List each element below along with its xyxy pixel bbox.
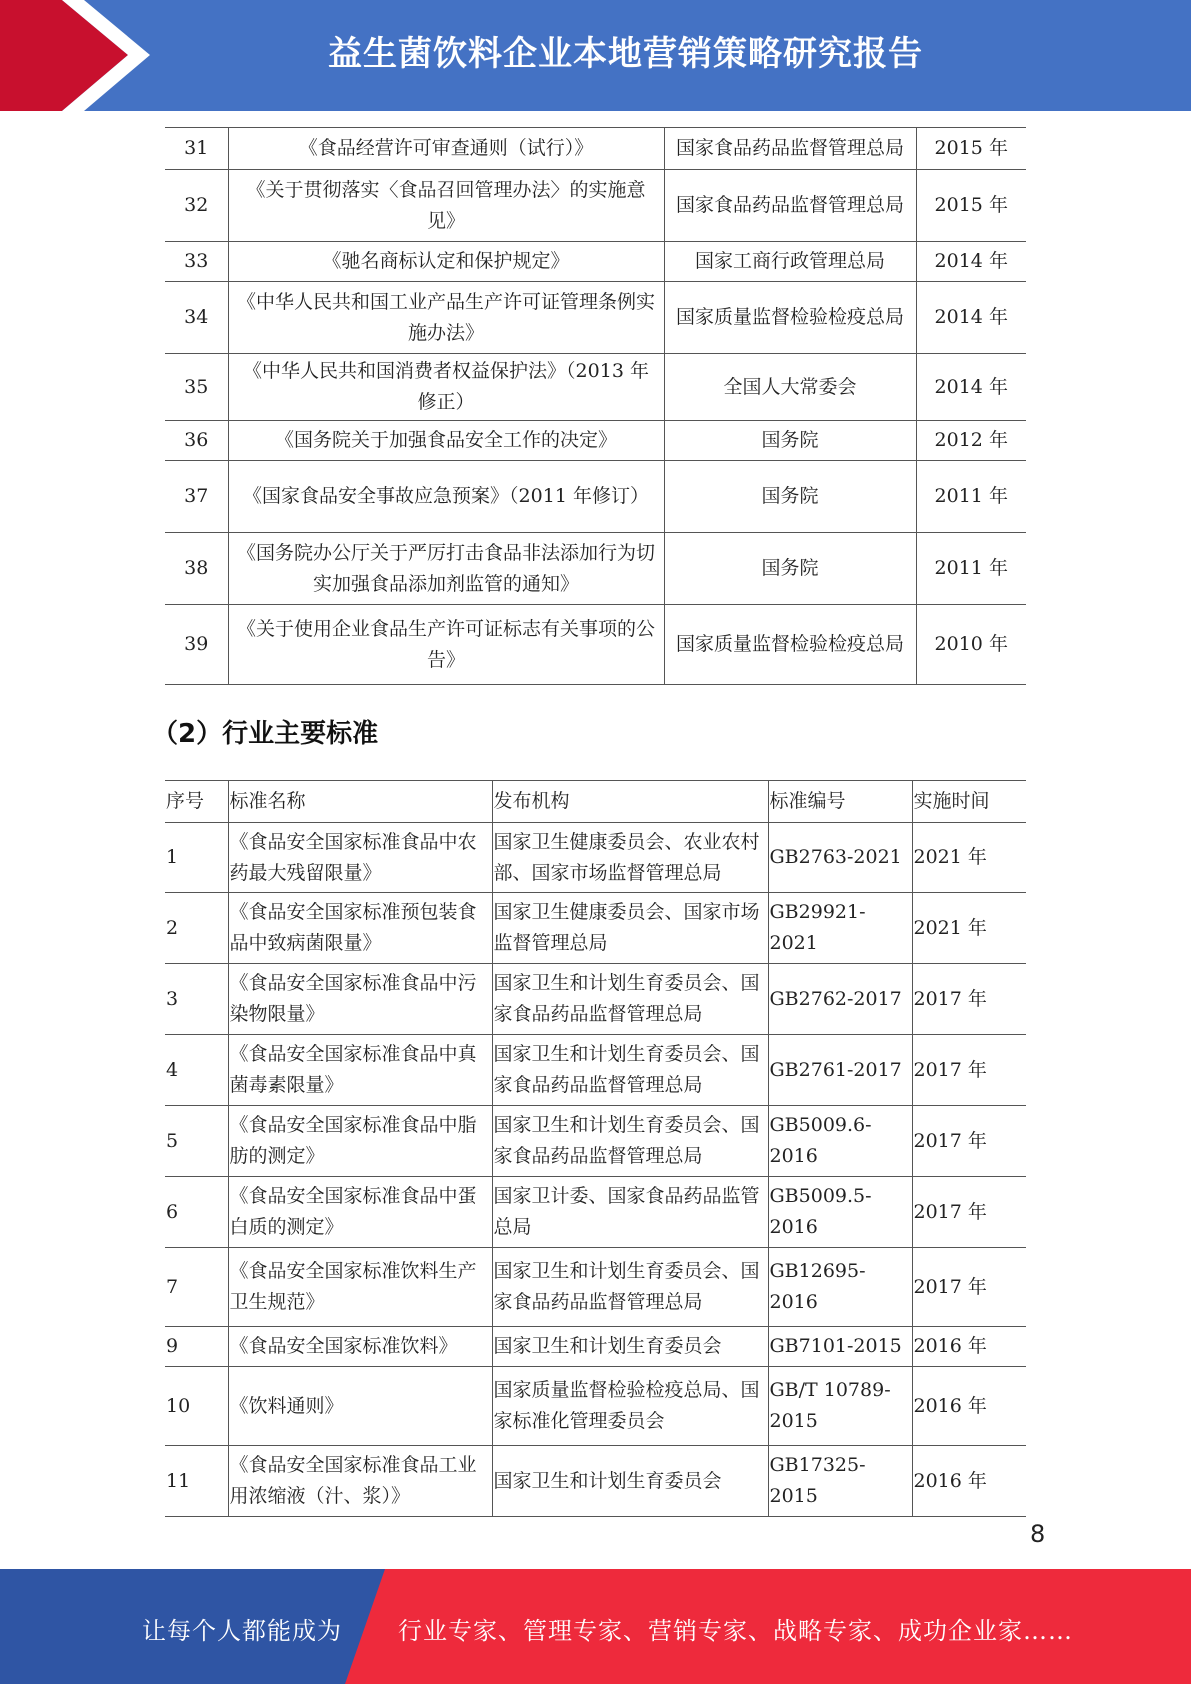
cell-no: 32 <box>165 170 228 242</box>
cell-no: 1 <box>165 823 228 893</box>
cell-date: 2016 年 <box>912 1327 1026 1367</box>
standards-table <box>165 780 1026 1517</box>
cell-date: 2021 年 <box>912 823 1026 893</box>
header-no: 序号 <box>165 781 228 823</box>
cell-no: 31 <box>165 128 228 170</box>
table-row <box>165 964 1026 1035</box>
cell-year: 2015 年 <box>916 170 1026 242</box>
cell-no: 33 <box>165 242 228 282</box>
table-row <box>165 354 1026 421</box>
cell-no: 4 <box>165 1035 228 1106</box>
table-row <box>165 1446 1026 1517</box>
header-date: 实施时间 <box>912 781 1026 823</box>
cell-no: 34 <box>165 282 228 354</box>
cell-issuer: 国家卫生和计划生育委员会、国家食品药品监督管理总局 <box>492 964 768 1035</box>
table-row <box>165 242 1026 282</box>
table-row <box>165 282 1026 354</box>
cell-issuer: 国家质量监督检验检疫总局 <box>664 282 916 354</box>
page-footer <box>0 1569 1191 1684</box>
cell-name: 《食品安全国家标准食品中农药最大残留限量》 <box>228 823 492 893</box>
header-name: 标准名称 <box>228 781 492 823</box>
cell-name: 《食品安全国家标准食品中脂肪的测定》 <box>228 1106 492 1177</box>
cell-issuer: 国家卫生和计划生育委员会 <box>492 1327 768 1367</box>
table-row <box>165 170 1026 242</box>
cell-name: 《食品安全国家标准食品中真菌毒素限量》 <box>228 1035 492 1106</box>
cell-issuer: 国务院 <box>664 533 916 605</box>
cell-no: 7 <box>165 1248 228 1327</box>
cell-name: 《关于贯彻落实〈食品召回管理办法〉的实施意见》 <box>228 170 664 242</box>
cell-no: 39 <box>165 605 228 685</box>
cell-name: 《中华人民共和国工业产品生产许可证管理条例实施办法》 <box>228 282 664 354</box>
cell-issuer: 国家质量监督检验检疫总局、国家标准化管理委员会 <box>492 1367 768 1446</box>
section-title: （2）行业主要标准 <box>152 719 379 749</box>
cell-code: GB29921-2021 <box>768 893 912 964</box>
cell-name: 《国务院办公厅关于严厉打击食品非法添加行为切实加强食品添加剂监管的通知》 <box>228 533 664 605</box>
cell-code: GB5009.6-2016 <box>768 1106 912 1177</box>
cell-code: GB5009.5-2016 <box>768 1177 912 1248</box>
page-header <box>0 0 1191 111</box>
cell-issuer: 国家食品药品监督管理总局 <box>664 128 916 170</box>
cell-issuer: 国家卫生健康委员会、国家市场监督管理总局 <box>492 893 768 964</box>
cell-year: 2014 年 <box>916 242 1026 282</box>
cell-no: 38 <box>165 533 228 605</box>
cell-no: 2 <box>165 893 228 964</box>
cell-no: 6 <box>165 1177 228 1248</box>
cell-name: 《国务院关于加强食品安全工作的决定》 <box>228 421 664 461</box>
cell-code: GB12695-2016 <box>768 1248 912 1327</box>
cell-code: GB2762-2017 <box>768 964 912 1035</box>
cell-no: 5 <box>165 1106 228 1177</box>
table-row <box>165 1248 1026 1327</box>
table-row <box>165 533 1026 605</box>
cell-no: 9 <box>165 1327 228 1367</box>
cell-year: 2011 年 <box>916 533 1026 605</box>
cell-name: 《食品经营许可审查通则（试行）》 <box>228 128 664 170</box>
report-title: 益生菌饮料企业本地营销策略研究报告 <box>328 34 923 74</box>
cell-issuer: 国家卫生和计划生育委员会、国家食品药品监督管理总局 <box>492 1106 768 1177</box>
cell-date: 2016 年 <box>912 1446 1026 1517</box>
cell-issuer: 国务院 <box>664 421 916 461</box>
cell-name: 《中华人民共和国消费者权益保护法》（2013 年修正） <box>228 354 664 421</box>
cell-name: 《食品安全国家标准食品中污染物限量》 <box>228 964 492 1035</box>
cell-year: 2015 年 <box>916 128 1026 170</box>
cell-date: 2017 年 <box>912 1177 1026 1248</box>
cell-issuer: 国家卫生和计划生育委员会、国家食品药品监督管理总局 <box>492 1248 768 1327</box>
cell-no: 10 <box>165 1367 228 1446</box>
table-row <box>165 1367 1026 1446</box>
cell-name: 《饮料通则》 <box>228 1367 492 1446</box>
cell-date: 2017 年 <box>912 1035 1026 1106</box>
table-row <box>165 1177 1026 1248</box>
cell-code: GB17325-2015 <box>768 1446 912 1517</box>
cell-issuer: 国家质量监督检验检疫总局 <box>664 605 916 685</box>
cell-name: 《驰名商标认定和保护规定》 <box>228 242 664 282</box>
cell-date: 2021 年 <box>912 893 1026 964</box>
cell-no: 11 <box>165 1446 228 1517</box>
cell-year: 2012 年 <box>916 421 1026 461</box>
cell-code: GB2763-2021 <box>768 823 912 893</box>
cell-issuer: 国家卫生和计划生育委员会、国家食品药品监督管理总局 <box>492 1035 768 1106</box>
cell-date: 2017 年 <box>912 1248 1026 1327</box>
page-number: 8 <box>1030 1520 1046 1548</box>
cell-issuer: 全国人大常委会 <box>664 354 916 421</box>
cell-name: 《食品安全国家标准饮料》 <box>228 1327 492 1367</box>
cell-date: 2017 年 <box>912 1106 1026 1177</box>
cell-issuer: 国家工商行政管理总局 <box>664 242 916 282</box>
cell-issuer: 国家卫计委、国家食品药品监管总局 <box>492 1177 768 1248</box>
cell-issuer: 国家食品药品监督管理总局 <box>664 170 916 242</box>
cell-name: 《国家食品安全事故应急预案》（2011 年修订） <box>228 461 664 533</box>
header-issuer: 发布机构 <box>492 781 768 823</box>
cell-date: 2017 年 <box>912 964 1026 1035</box>
cell-year: 2011 年 <box>916 461 1026 533</box>
table-row <box>165 461 1026 533</box>
cell-no: 37 <box>165 461 228 533</box>
cell-date: 2016 年 <box>912 1367 1026 1446</box>
table-row <box>165 128 1026 170</box>
cell-year: 2010 年 <box>916 605 1026 685</box>
cell-code: GB/T 10789-2015 <box>768 1367 912 1446</box>
table-row <box>165 421 1026 461</box>
cell-name: 《食品安全国家标准预包装食品中致病菌限量》 <box>228 893 492 964</box>
table-row <box>165 823 1026 893</box>
cell-name: 《食品安全国家标准食品中蛋白质的测定》 <box>228 1177 492 1248</box>
cell-code: GB7101-2015 <box>768 1327 912 1367</box>
cell-issuer: 国家卫生和计划生育委员会 <box>492 1446 768 1517</box>
cell-year: 2014 年 <box>916 354 1026 421</box>
table-row <box>165 1106 1026 1177</box>
cell-name: 《食品安全国家标准食品工业用浓缩液（汁、浆）》 <box>228 1446 492 1517</box>
footer-slogan-left: 让每个人都能成为 <box>142 1617 342 1645</box>
cell-no: 35 <box>165 354 228 421</box>
table-row <box>165 1327 1026 1367</box>
footer-slogan-right: 行业专家、管理专家、营销专家、战略专家、成功企业家…… <box>398 1617 1073 1645</box>
cell-no: 3 <box>165 964 228 1035</box>
table-header-row <box>165 781 1026 823</box>
table-row <box>165 605 1026 685</box>
cell-code: GB2761-2017 <box>768 1035 912 1106</box>
cell-name: 《关于使用企业食品生产许可证标志有关事项的公告》 <box>228 605 664 685</box>
table-row <box>165 893 1026 964</box>
cell-name: 《食品安全国家标准饮料生产卫生规范》 <box>228 1248 492 1327</box>
cell-issuer: 国家卫生健康委员会、农业农村部、国家市场监督管理总局 <box>492 823 768 893</box>
header-code: 标准编号 <box>768 781 912 823</box>
table-row <box>165 1035 1026 1106</box>
cell-no: 36 <box>165 421 228 461</box>
laws-table <box>165 127 1026 685</box>
cell-year: 2014 年 <box>916 282 1026 354</box>
cell-issuer: 国务院 <box>664 461 916 533</box>
